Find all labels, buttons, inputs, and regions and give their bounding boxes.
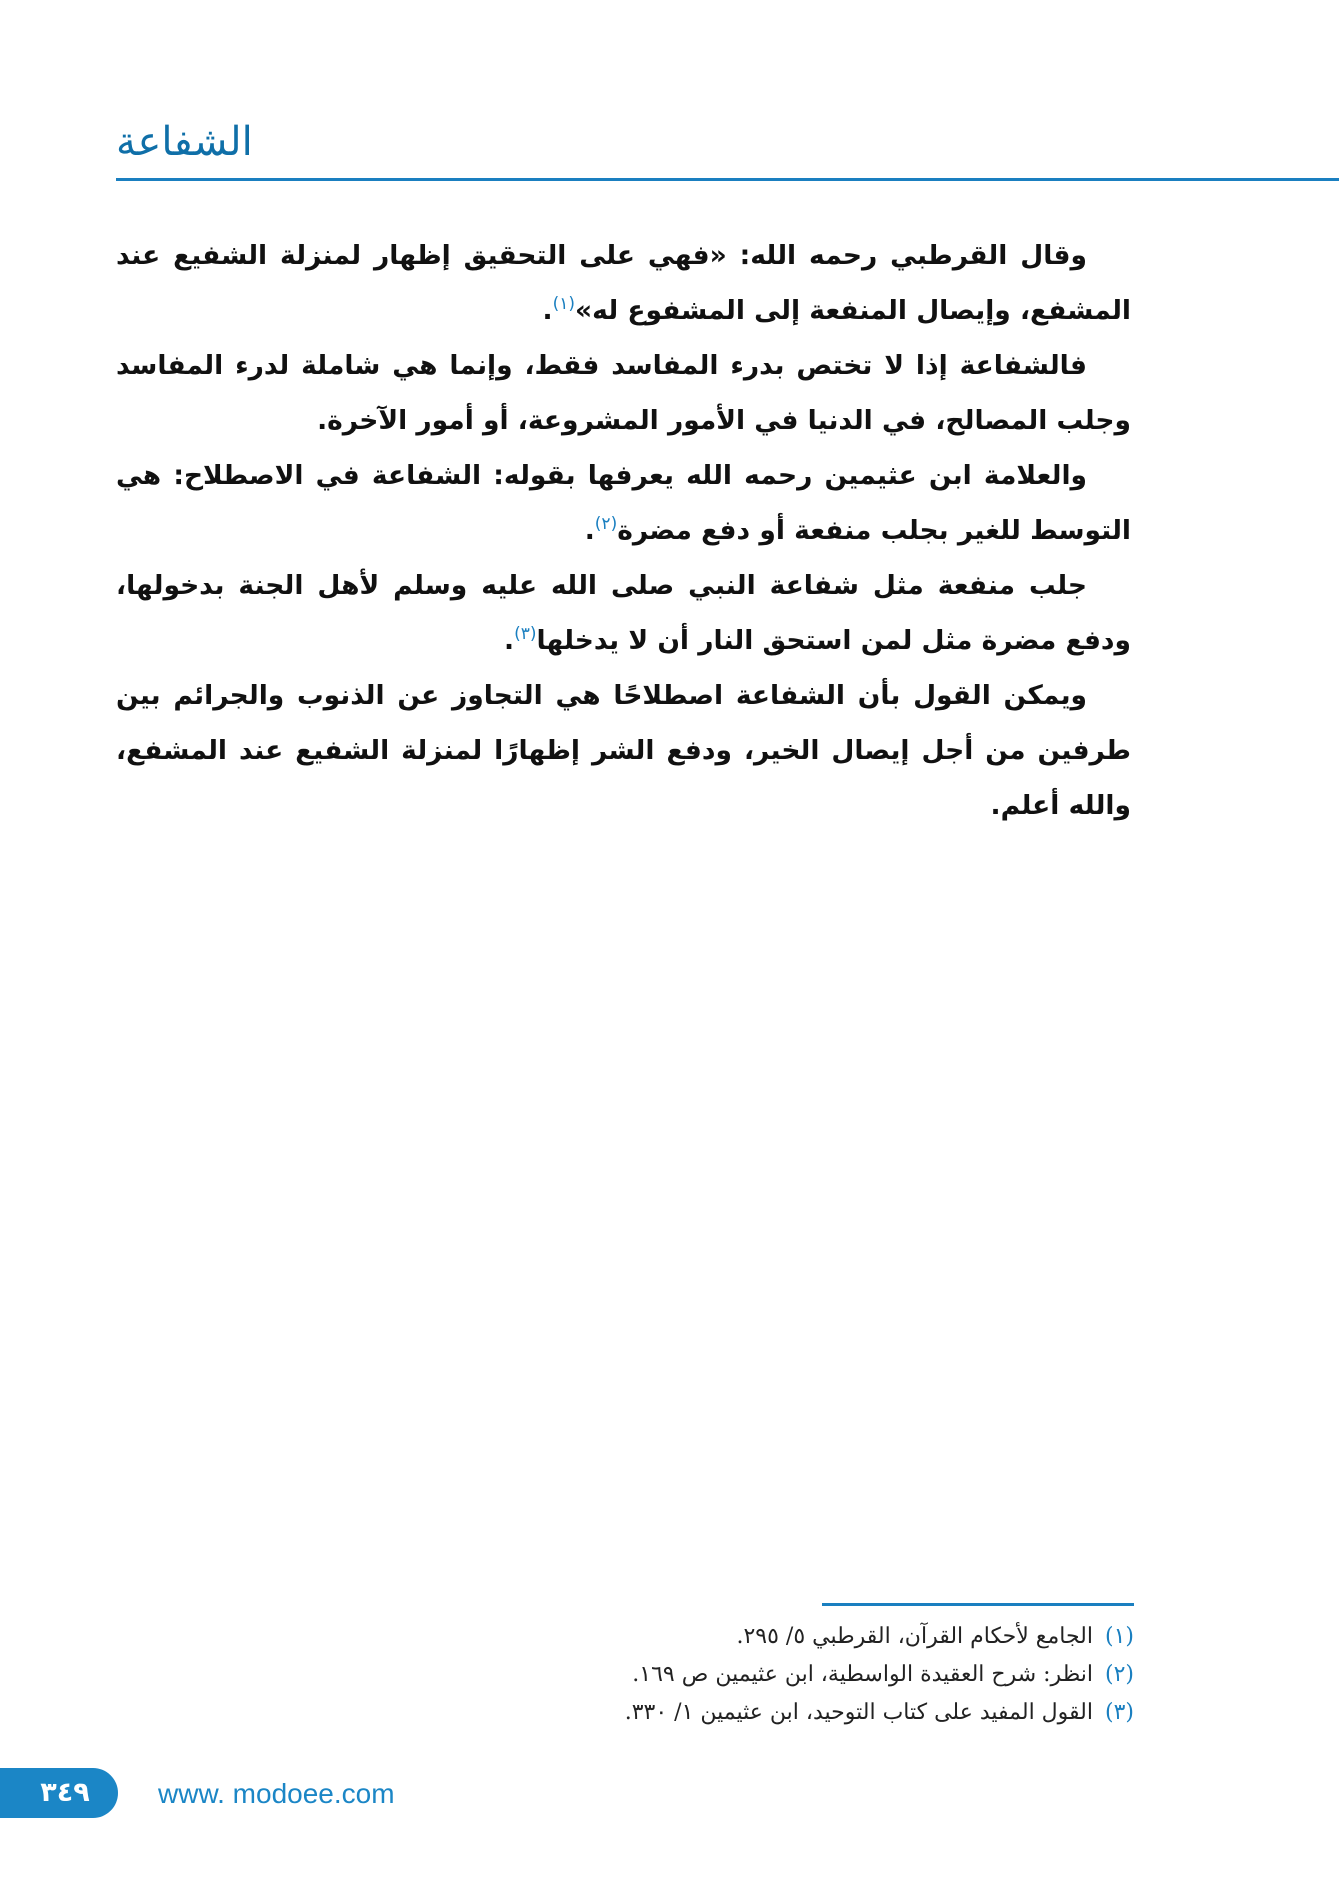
website-link[interactable]: www. modoee.com bbox=[158, 1778, 395, 1809]
paragraph-2: فالشفاعة إذا لا تختص بدرء المفاسد فقط، وإنما هي شاملة لدرء المفاسد وجلب المصالح، في الدنيا في الأمور المشروعة، أو أمور الآخرة. bbox=[116, 350, 1131, 436]
paragraph-3-end: . bbox=[584, 515, 595, 546]
footnote-ref-2[interactable]: (٢) bbox=[594, 514, 618, 535]
footnote-item bbox=[300, 1656, 1134, 1694]
footnote-divider bbox=[822, 1603, 1134, 1606]
paragraph-1-end: . bbox=[542, 295, 553, 326]
paragraph-3-text: والعلامة ابن عثيمين رحمه الله يعرفها بقوله: الشفاعة في الاصطلاح: هي التوسط للغير بجلب منفعة أو دفع مضرة bbox=[116, 460, 1131, 546]
footnote-text: انظر: شرح العقيدة الواسطية، ابن عثيمين ص ١٦٩. bbox=[632, 1662, 1093, 1687]
footnote-text: القول المفيد على كتاب التوحيد، ابن عثيمين ١/ ٣٣٠. bbox=[624, 1700, 1093, 1725]
paragraph-1 bbox=[116, 228, 1131, 338]
footnote-item bbox=[300, 1694, 1134, 1732]
paragraph-4-text: جلب منفعة مثل شفاعة النبي صلى الله عليه وسلم لأهل الجنة بدخولها، ودفع مضرة مثل لمن استحق النار أن لا يدخلها bbox=[116, 570, 1131, 656]
header-divider bbox=[116, 178, 1339, 181]
footnote-ref-3[interactable]: (٣) bbox=[514, 624, 537, 645]
footnote-number: (٢) bbox=[1104, 1662, 1134, 1687]
footnotes bbox=[300, 1618, 1134, 1732]
page-header-title: الشفاعة bbox=[116, 119, 253, 165]
paragraph-1-text: وقال القرطبي رحمه الله: «فهي على التحقيق إظهار لمنزلة الشفيع عند المشفع، وإيصال المنفعة إلى المشفوع له» bbox=[116, 240, 1131, 326]
paragraph-4-end: . bbox=[504, 625, 515, 656]
footnote-ref-1[interactable]: (١) bbox=[552, 294, 576, 315]
footnote-text: الجامع لأحكام القرآن، القرطبي ٥/ ٢٩٥. bbox=[736, 1624, 1093, 1649]
main-text bbox=[116, 228, 1131, 833]
footnote-item bbox=[300, 1618, 1134, 1656]
footnote-number: (٣) bbox=[1104, 1700, 1134, 1725]
paragraph-5: ويمكن القول بأن الشفاعة اصطلاحًا هي التجاوز عن الذنوب والجرائم بين طرفين من أجل إيصال الخير، ودفع الشر إظهارًا لمنزلة الشفيع عند المشفع، والله أعلم. bbox=[116, 680, 1131, 821]
paragraph-3 bbox=[116, 448, 1131, 558]
footnote-number: (١) bbox=[1104, 1624, 1134, 1649]
paragraph-4 bbox=[116, 558, 1131, 668]
page-number: ٣٤٩ bbox=[40, 1777, 90, 1808]
